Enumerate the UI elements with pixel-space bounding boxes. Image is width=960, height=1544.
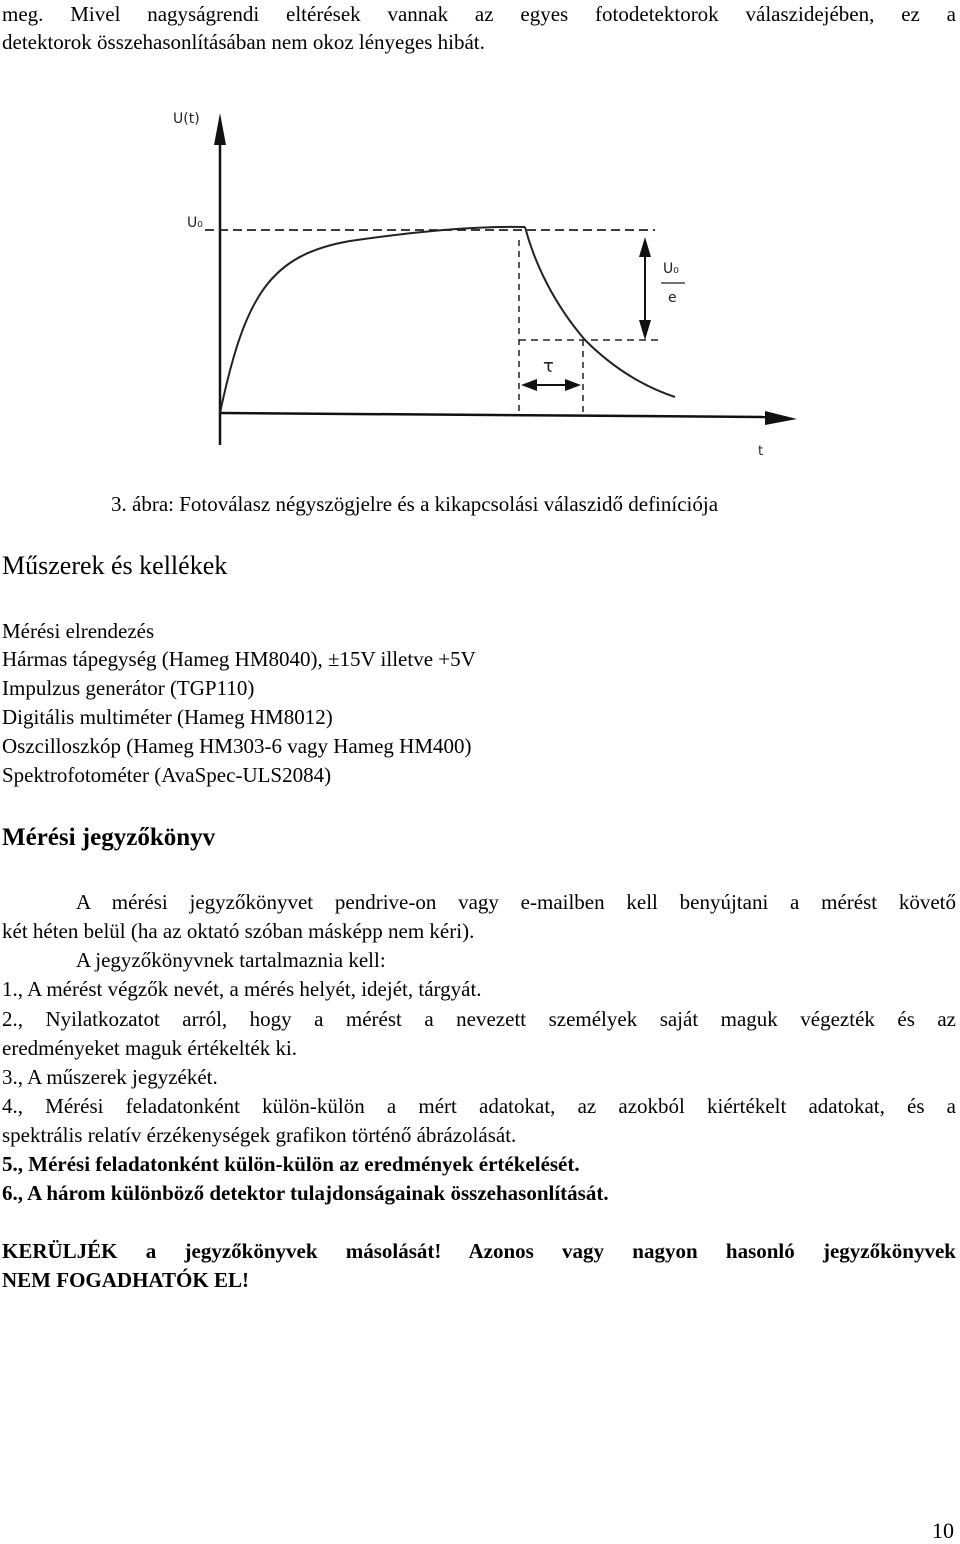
report-paragraph-2: A jegyzőkönyvnek tartalmaznia kell: [76,948,386,972]
y-axis-arrow [214,113,226,145]
section-title-report: Mérési jegyzőkönyv [2,824,216,851]
x-axis-arrow [765,411,797,425]
tau-arrow-left [521,379,537,391]
x-axis-label: t [758,444,764,459]
rise-curve [220,227,525,413]
y-axis-label: U(t) [173,111,200,127]
warning-line-2: NEM FOGADHATÓK EL! [2,1268,249,1292]
u0-label: U₀ [187,215,203,231]
report-paragraph-1-line-2: két héten belül (ha az oktató szóban másképp nem kéri). [2,919,475,943]
instrument-item: Impulzus generátor (TGP110) [2,676,255,700]
arrow-label-top: U₀ [663,261,679,277]
intro-line-2: detektorok összehasonlításában nem okoz lényeges hibát. [2,30,485,54]
instrument-item: Spektrofotométer (AvaSpec-ULS2084) [2,763,332,787]
warning-line-1: KERÜLJÉK a jegyzőkönyvek másolását! Azonos vagy nagyon hasonló jegyzőkönyvek [2,1239,956,1263]
instrument-item: Mérési elrendezés [2,619,155,643]
section-title-instruments: Műszerek és kellékek [2,551,228,580]
page-number: 10 [932,1518,954,1543]
x-axis [220,413,765,417]
photoresponse-figure [165,95,805,470]
report-item-2-line-2: eredményeket maguk értékelték ki. [2,1036,298,1060]
instrument-item: Hármas tápegység (Hameg HM8040), ±15V illetve +5V [2,647,476,671]
tau-label: τ [543,356,554,377]
report-paragraph-1-line-1: A mérési jegyzőkönyvet pendrive-on vagy e-mailben kell benyújtani a mérést követő [76,890,956,914]
report-item-4-line-1: 4., Mérési feladatonként külön-külön a mért adatokat, az azokból kiértékelt adatokat, és a [2,1094,956,1118]
report-item-2-line-1: 2., Nyilatkozatot arról, hogy a mérést a nevezett személyek saját maguk végezték és az [2,1007,956,1031]
report-item-4-line-2: spektrális relatív érzékenységek grafikon történő ábrázolását. [2,1123,517,1147]
intro-line-1: meg. Mivel nagyságrendi eltérések vannak az egyes fotodetektorok válaszidejében, ez a [2,2,956,26]
report-item-6: 6., A három különböző detektor tulajdonságainak összehasonlítását. [2,1181,609,1205]
instrument-item: Digitális multiméter (Hameg HM8012) [2,705,333,729]
report-item-1: 1., A mérést végzők nevét, a mérés helyét, idejét, tárgyát. [2,977,482,1001]
report-item-5: 5., Mérési feladatonként külön-külön az eredmények értékelését. [2,1152,580,1176]
report-item-3: 3., A műszerek jegyzékét. [2,1065,218,1089]
tau-arrow-right [565,379,581,391]
figure-caption: 3. ábra: Fotoválasz négyszögjelre és a kikapcsolási válaszidő definíciója [111,492,719,516]
arrow-label-bottom: e [668,290,677,306]
u0-e-arrow-down [639,320,651,340]
instrument-item: Oszcilloszkóp (Hameg HM303-6 vagy Hameg HM400) [2,734,472,758]
u0-e-arrow-up [639,237,651,257]
